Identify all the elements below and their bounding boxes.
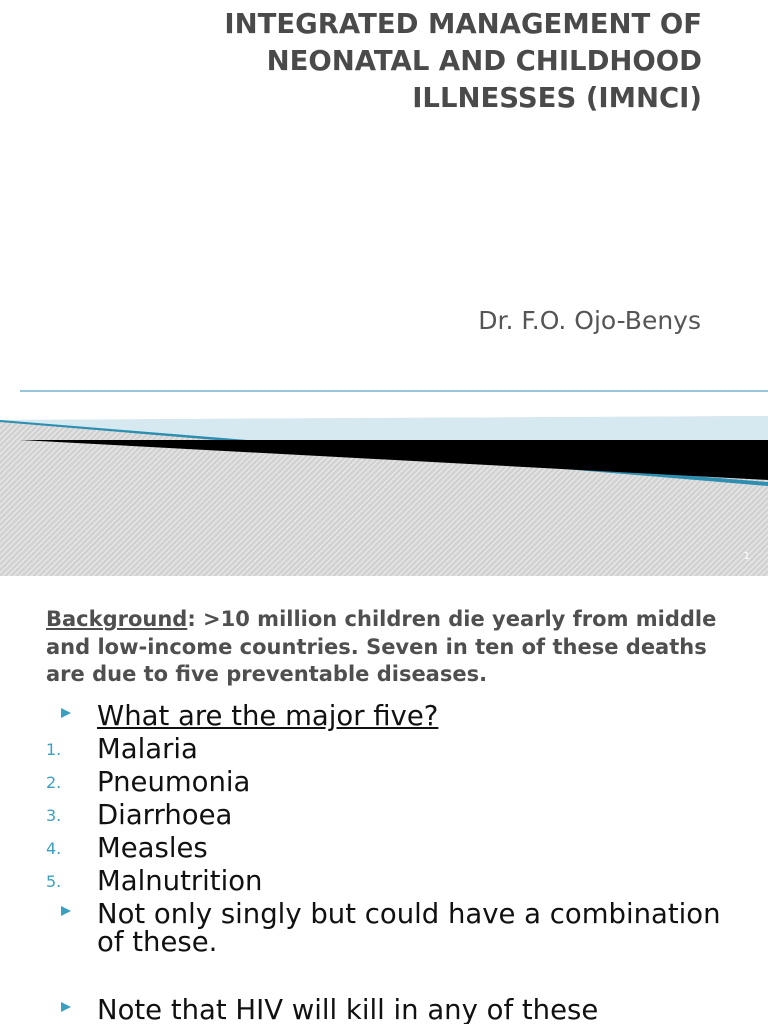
slide-subtitle: Dr. F.O. Ojo-Benys xyxy=(478,306,701,335)
background-text: : >10 million children die yearly from middle and low-income countries. Seven in ten of these deaths are due to five preventable diseases. xyxy=(46,607,717,686)
list-number: 5. xyxy=(46,872,62,891)
disease-name: Pneumonia xyxy=(97,766,251,798)
slide-number: 1 xyxy=(743,551,750,562)
note-combination-text: Not only singly but could have a combination of these. xyxy=(97,898,721,958)
bullet-list xyxy=(46,700,746,1024)
disease-name: Diarrhoea xyxy=(97,799,233,831)
decorative-banner xyxy=(0,380,768,576)
disease-name: Measles xyxy=(97,832,208,864)
list-number: 2. xyxy=(46,773,62,792)
list-item xyxy=(46,799,746,832)
disease-name: Malaria xyxy=(97,733,198,765)
bullet-arrow-icon xyxy=(46,707,86,719)
background-paragraph xyxy=(46,606,736,689)
bullet-arrow-icon xyxy=(46,1001,86,1013)
list-item xyxy=(46,766,746,799)
slide-title xyxy=(62,6,702,117)
list-item xyxy=(46,733,746,766)
disease-name: Malnutrition xyxy=(97,865,263,897)
list-item xyxy=(46,865,746,898)
title-line-3: ILLNESSES (IMNCI) xyxy=(412,82,702,114)
list-number: 1. xyxy=(46,740,62,759)
list-item xyxy=(46,832,746,865)
background-label: Background xyxy=(46,607,188,631)
content-slide xyxy=(0,576,768,1024)
bullet-arrow-icon xyxy=(46,905,86,917)
question-text: What are the major five? xyxy=(97,700,439,732)
note-hiv-text: Note that HIV will kill in any of these xyxy=(97,994,599,1024)
list-item-note-combination xyxy=(46,898,746,956)
title-line-2: NEONATAL AND CHILDHOOD xyxy=(266,45,702,77)
list-item-note-hiv xyxy=(46,994,746,1024)
title-line-1: INTEGRATED MANAGEMENT OF xyxy=(224,8,702,40)
list-number: 4. xyxy=(46,839,62,858)
list-item-question xyxy=(46,700,746,733)
list-number: 3. xyxy=(46,806,62,825)
